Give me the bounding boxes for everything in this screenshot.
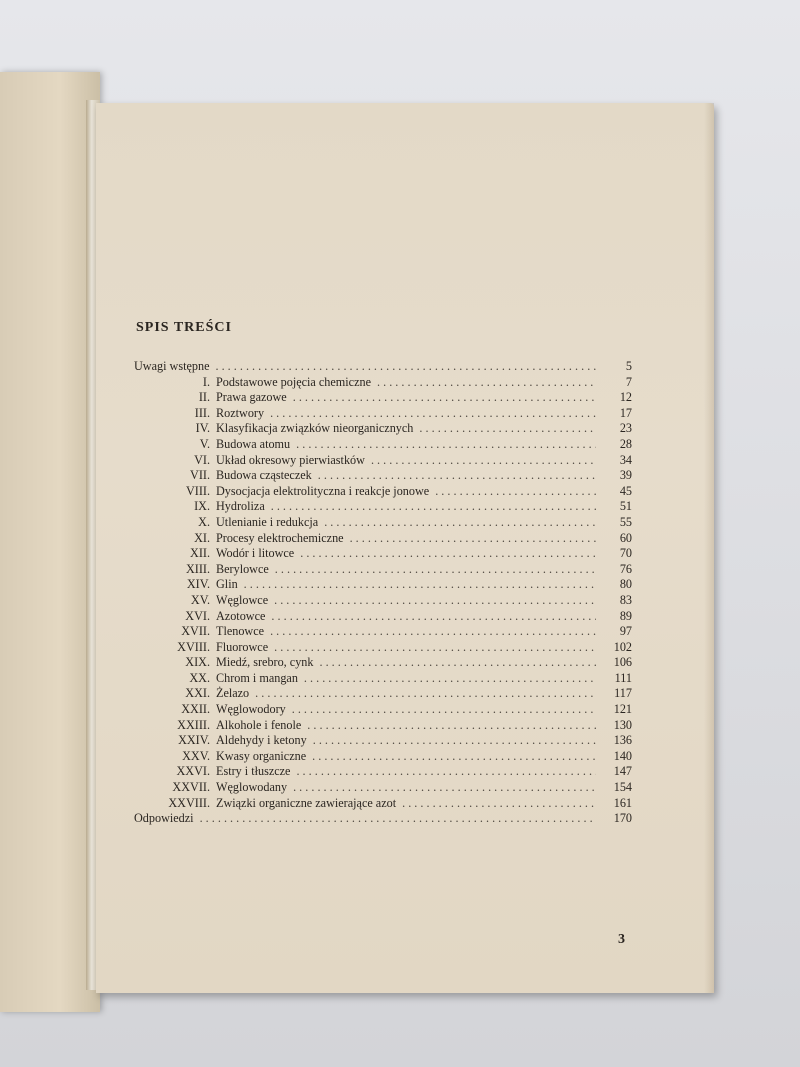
toc-entry-page: 51 bbox=[619, 499, 632, 514]
toc-entry-page: 5 bbox=[625, 359, 632, 373]
dot-leader bbox=[304, 671, 596, 686]
toc-entry bbox=[134, 796, 632, 812]
dot-leader bbox=[402, 796, 596, 811]
toc-entry-page: 106 bbox=[613, 655, 632, 670]
toc-entry-page: 80 bbox=[619, 577, 632, 592]
toc-entry-number: XXV. bbox=[182, 748, 210, 763]
toc-entry bbox=[134, 718, 632, 734]
toc-entry-title: Węglowodany bbox=[216, 780, 288, 795]
toc-entry-page: 111 bbox=[614, 670, 632, 685]
dot-leader bbox=[292, 702, 596, 717]
dot-leader bbox=[270, 624, 596, 639]
toc-entry-number: XV. bbox=[190, 592, 210, 607]
toc-entry bbox=[134, 655, 632, 671]
left-page bbox=[0, 72, 100, 1012]
dot-leader bbox=[293, 780, 596, 795]
dot-leader bbox=[271, 609, 596, 624]
toc-entry bbox=[134, 437, 632, 453]
toc-entry-page: 12 bbox=[619, 390, 632, 405]
dot-leader bbox=[270, 406, 596, 421]
dot-leader bbox=[275, 562, 596, 577]
toc-entry bbox=[134, 531, 632, 547]
toc-entry-page: 154 bbox=[613, 780, 632, 795]
toc-entry-title: Aldehydy i ketony bbox=[216, 733, 307, 748]
toc-entry-page: 117 bbox=[614, 686, 632, 701]
toc-entry bbox=[134, 764, 632, 780]
dot-leader bbox=[274, 593, 596, 608]
toc-entry-number: I. bbox=[202, 374, 210, 389]
dot-leader bbox=[274, 640, 596, 655]
toc-entry-number: XIX. bbox=[185, 655, 210, 670]
toc-entry-title: Utlenianie i redukcja bbox=[216, 514, 319, 529]
toc-entry-title: Klasyfikacja związków nieorganicznych bbox=[216, 421, 414, 436]
dot-leader bbox=[319, 655, 596, 670]
toc-entry-page: 161 bbox=[613, 795, 632, 810]
toc-entry-title: Procesy elektrochemiczne bbox=[216, 530, 344, 545]
dot-leader bbox=[255, 686, 596, 701]
dot-leader bbox=[313, 733, 596, 748]
toc-entry-title: Uwagi wstępne bbox=[134, 359, 210, 373]
dot-leader bbox=[293, 390, 596, 405]
toc-entry-number: VIII. bbox=[185, 483, 210, 498]
toc-entry-number: XXVI. bbox=[176, 764, 210, 779]
toc-entry bbox=[134, 499, 632, 515]
toc-entry-title: Estry i tłuszcze bbox=[216, 764, 291, 779]
toc-entry-number: XXI. bbox=[185, 686, 210, 701]
dot-leader bbox=[200, 811, 596, 826]
toc-entry-page: 60 bbox=[619, 530, 632, 545]
toc-entry-title: Chrom i mangan bbox=[216, 670, 298, 685]
toc-entry-title: Budowa atomu bbox=[216, 436, 291, 451]
toc-entry-title: Związki organiczne zawierające azot bbox=[216, 795, 397, 810]
toc-entry-number: XXVII. bbox=[172, 780, 210, 795]
toc-entry bbox=[134, 686, 632, 702]
toc-entry-page: 39 bbox=[619, 468, 632, 483]
dot-leader bbox=[350, 531, 596, 546]
toc-entry-page: 34 bbox=[619, 452, 632, 467]
table-of-contents bbox=[134, 359, 632, 827]
toc-entry-title: Roztwory bbox=[216, 405, 265, 420]
toc-entry-number: VII. bbox=[190, 468, 210, 483]
toc-entry bbox=[134, 702, 632, 718]
toc-entry-number: XVI. bbox=[185, 608, 210, 623]
toc-entry-page: 70 bbox=[619, 546, 632, 561]
page-number: 3 bbox=[618, 932, 625, 947]
toc-entry-title: Podstawowe pojęcia chemiczne bbox=[216, 374, 371, 389]
dot-leader bbox=[435, 484, 596, 499]
toc-entry bbox=[134, 453, 632, 469]
toc-entry-title: Hydroliza bbox=[216, 499, 265, 514]
toc-entry-title: Układ okresowy pierwiastków bbox=[216, 452, 365, 467]
toc-entry-page: 136 bbox=[613, 733, 632, 748]
toc-entry-title: Węglowodory bbox=[216, 702, 286, 717]
toc-entry-answers bbox=[134, 811, 632, 827]
dot-leader bbox=[244, 577, 596, 592]
toc-entry-title: Budowa cząsteczek bbox=[216, 468, 312, 483]
toc-entry-number: XI. bbox=[194, 530, 210, 545]
dot-leader bbox=[300, 546, 596, 561]
dot-leader bbox=[296, 764, 596, 779]
toc-entry-intro bbox=[134, 359, 632, 375]
toc-entry bbox=[134, 421, 632, 437]
toc-entry-number: VI. bbox=[194, 452, 210, 467]
toc-entry bbox=[134, 749, 632, 765]
toc-entry-title: Prawa gazowe bbox=[216, 390, 287, 405]
toc-entry bbox=[134, 780, 632, 796]
toc-entry bbox=[134, 562, 632, 578]
toc-entry bbox=[134, 390, 632, 406]
toc-entry-title: Tlenowce bbox=[216, 624, 265, 639]
toc-entry-title: Miedź, srebro, cynk bbox=[216, 655, 314, 670]
toc-entry-page: 45 bbox=[619, 483, 632, 498]
toc-entry-title: Dysocjacja elektrolityczna i reakcje jonowe bbox=[216, 483, 430, 498]
toc-entry-title: Berylowce bbox=[216, 561, 269, 576]
toc-entry-page: 97 bbox=[619, 624, 632, 639]
toc-entry-title: Glin bbox=[216, 577, 238, 592]
toc-entry-title: Węglowce bbox=[216, 592, 269, 607]
toc-entry-number: XXVIII. bbox=[168, 795, 210, 810]
dot-leader bbox=[215, 359, 596, 374]
toc-entry-title: Żelazo bbox=[216, 686, 250, 701]
toc-entry-page: 7 bbox=[625, 374, 632, 389]
toc-entry-title: Fluorowce bbox=[216, 639, 269, 654]
toc-entry bbox=[134, 609, 632, 625]
toc-entry-number: V. bbox=[199, 436, 210, 451]
toc-entry bbox=[134, 577, 632, 593]
toc-entry bbox=[134, 671, 632, 687]
toc-entry bbox=[134, 624, 632, 640]
toc-entry-number: XVII. bbox=[181, 624, 210, 639]
toc-entry-number: XIV. bbox=[186, 577, 210, 592]
toc-entry-title: Odpowiedzi bbox=[134, 811, 194, 826]
toc-entry-page: 89 bbox=[619, 608, 632, 623]
toc-entry-title: Azotowce bbox=[216, 608, 266, 623]
toc-entry-page: 23 bbox=[619, 421, 632, 436]
toc-entry-page: 121 bbox=[613, 702, 632, 717]
toc-entry bbox=[134, 406, 632, 422]
toc-entry-number: XII. bbox=[190, 546, 210, 561]
toc-entry-page: 140 bbox=[613, 748, 632, 763]
toc-entry-number: XIII. bbox=[185, 561, 210, 576]
dot-leader bbox=[324, 515, 596, 530]
toc-entry-number: III. bbox=[194, 405, 210, 420]
toc-entry-number: XVIII. bbox=[177, 639, 210, 654]
toc-entry bbox=[134, 468, 632, 484]
toc-entry-page: 76 bbox=[619, 561, 632, 576]
toc-entry bbox=[134, 593, 632, 609]
dot-leader bbox=[307, 718, 596, 733]
dot-leader bbox=[271, 499, 596, 514]
dot-leader bbox=[318, 468, 596, 483]
toc-entry-page: 170 bbox=[613, 811, 632, 826]
toc-entry bbox=[134, 546, 632, 562]
toc-entry-number: IX. bbox=[194, 499, 210, 514]
toc-entry-number: IV. bbox=[195, 421, 210, 436]
toc-entry-number: XX. bbox=[189, 670, 210, 685]
toc-entry-title: Kwasy organiczne bbox=[216, 748, 307, 763]
toc-entry-number: X. bbox=[198, 514, 210, 529]
toc-entry bbox=[134, 375, 632, 391]
toc-entry-page: 130 bbox=[613, 717, 632, 732]
toc-entry-number: XXIII. bbox=[177, 717, 210, 732]
dot-leader bbox=[377, 375, 596, 390]
dot-leader bbox=[312, 749, 596, 764]
toc-entry bbox=[134, 640, 632, 656]
toc-entry bbox=[134, 733, 632, 749]
dot-leader bbox=[371, 453, 596, 468]
toc-entry-page: 28 bbox=[619, 436, 632, 451]
toc-entry-number: II. bbox=[198, 390, 210, 405]
dot-leader bbox=[419, 421, 596, 436]
toc-entry-number: XXIV. bbox=[178, 733, 210, 748]
toc-entry-page: 83 bbox=[619, 592, 632, 607]
toc-heading: SPIS TREŚCI bbox=[136, 320, 232, 335]
toc-entry bbox=[134, 515, 632, 531]
chapter-list bbox=[134, 375, 632, 812]
toc-entry bbox=[134, 484, 632, 500]
toc-entry-number: XXII. bbox=[181, 702, 210, 717]
toc-entry-title: Wodór i litowce bbox=[216, 546, 295, 561]
toc-entry-page: 17 bbox=[619, 405, 632, 420]
toc-entry-title: Alkohole i fenole bbox=[216, 717, 302, 732]
dot-leader bbox=[296, 437, 596, 452]
toc-entry-page: 55 bbox=[619, 514, 632, 529]
toc-entry-page: 102 bbox=[613, 639, 632, 654]
toc-entry-page: 147 bbox=[613, 764, 632, 779]
